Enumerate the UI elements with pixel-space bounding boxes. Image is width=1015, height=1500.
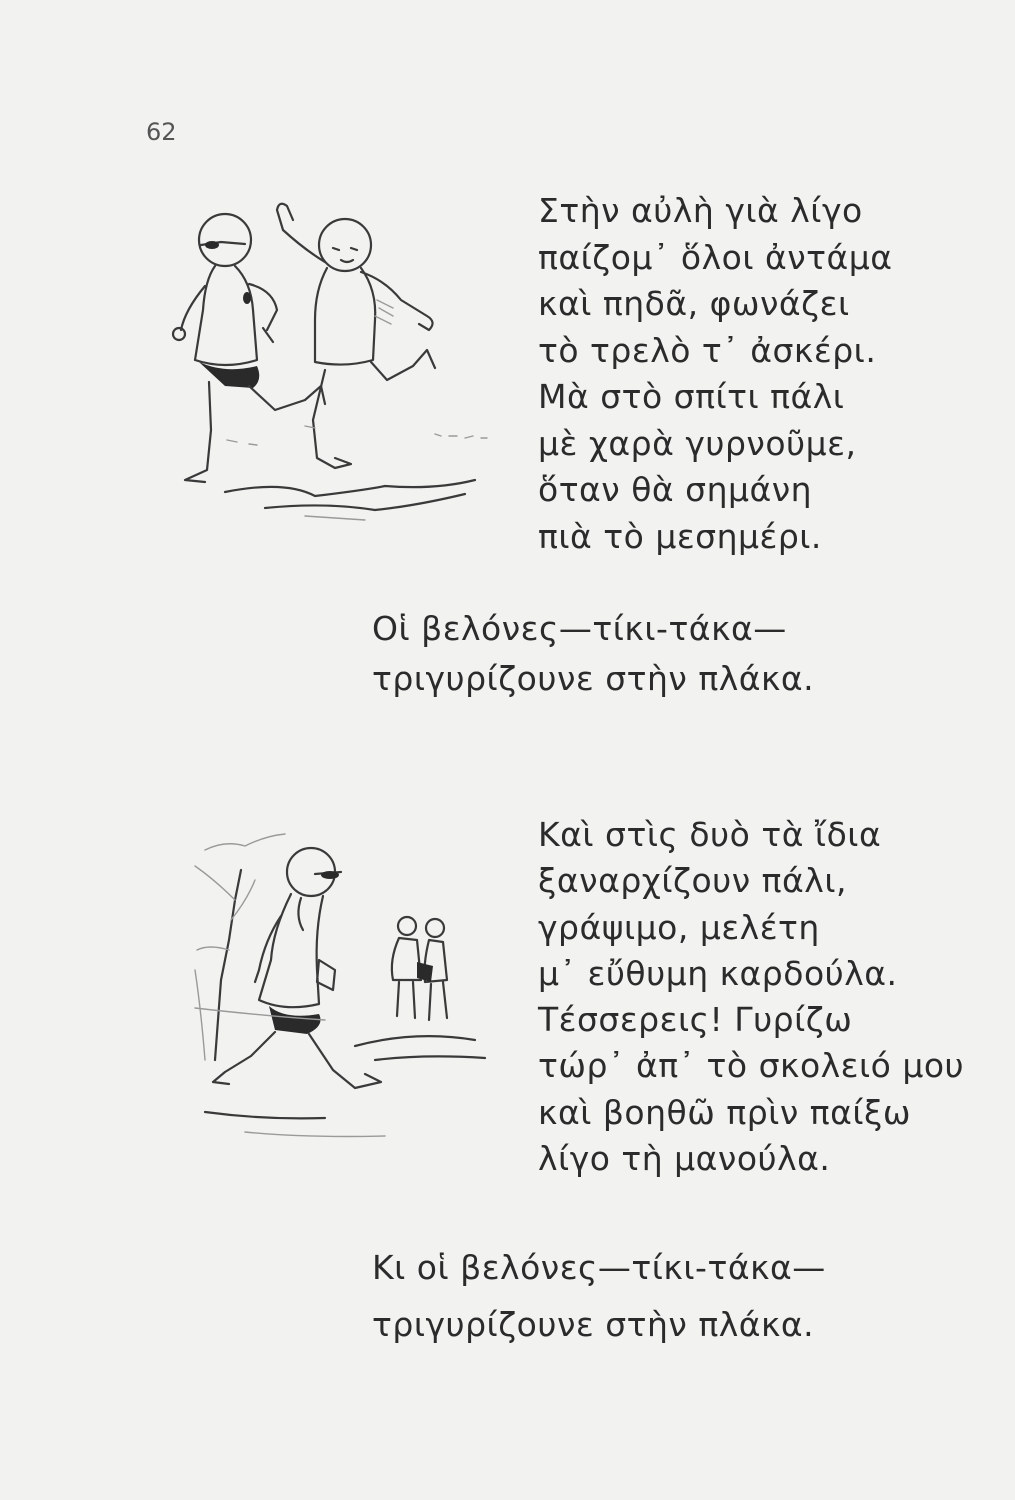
stanza-line: ὅταν θὰ σημάνη [538,470,813,509]
running-boys-drawing [165,190,495,540]
refrain-2 [372,1239,826,1353]
stanza-line: καὶ βοηθῶ πρὶν παίξω [538,1092,912,1132]
boy-2-torso [315,268,375,365]
stanza-line: γράψιμο, μελέτη [538,907,820,947]
boy-1-leg-right [249,386,325,410]
boy-2-arm-right [361,272,433,330]
refrain-line: τριγυρίζουνε στὴν πλάκα. [372,659,815,698]
stanza-line: λίγο τὴ μανούλα. [538,1139,831,1179]
boy-1-leg-left [185,382,211,482]
refrain-1 [372,604,814,704]
stanza-line: Στὴν αὐλὴ γιὰ λίγο [538,191,863,230]
boy-leg-back [213,1032,275,1084]
boy-2-arm-raised [277,204,325,262]
boy-1-head [199,214,251,266]
stanza-line: ξαναρχίζουν πάλι, [538,861,847,901]
walking-boy-illustration [185,820,495,1150]
stanza-line: τώρ᾽ ἀπ᾽ τὸ σκολειό μου [538,1046,965,1086]
stanza-line: πιὰ τὸ μεσημέρι. [538,516,822,556]
path-line [355,1036,475,1046]
boy-shorts [269,1006,321,1034]
refrain-line: τριγυρίζουνε στὴν πλάκα. [372,1305,815,1344]
boy-coat [259,894,323,1007]
boy-satchel [317,960,335,990]
stanza-line: Καὶ στὶς δυὸ τὰ ἴδια [538,815,882,854]
stanza-line: παίζομ᾽ ὅλοι ἀντάμα [538,237,893,277]
boy-2-head [319,219,371,271]
stanza-line: τὸ τρελὸ τ᾽ ἀσκέρι. [538,330,877,370]
ground-line [225,480,475,496]
stanza-line: καὶ πηδᾶ, φωνάζει [538,284,850,323]
stanza-line: Μὰ στὸ σπίτι πάλι [538,377,845,416]
tree-trunk [215,870,241,1060]
boy-sunglasses [321,871,339,879]
stanza-1 [538,188,893,560]
stanza-2 [538,812,964,1182]
boy-2-leg-right [371,350,435,380]
stanza-line: μὲ χαρὰ γυρνοῦμε, [538,423,857,463]
refrain-line: Οἱ βελόνες—τίκι-τάκα— [372,609,787,648]
page-number: 62 [146,118,177,146]
refrain-line: Κι οἱ βελόνες—τίκι-τάκα— [372,1248,826,1287]
boy-1-torso [195,266,257,365]
walking-boy-drawing [185,820,495,1150]
stanza-line: μ᾽ εὔθυμη καρδούλα. [538,953,898,993]
running-boys-illustration [165,190,495,540]
stanza-line: Τέσσερεις! Γυρίζω [538,1000,853,1040]
boy-2-leg-left [313,370,351,468]
